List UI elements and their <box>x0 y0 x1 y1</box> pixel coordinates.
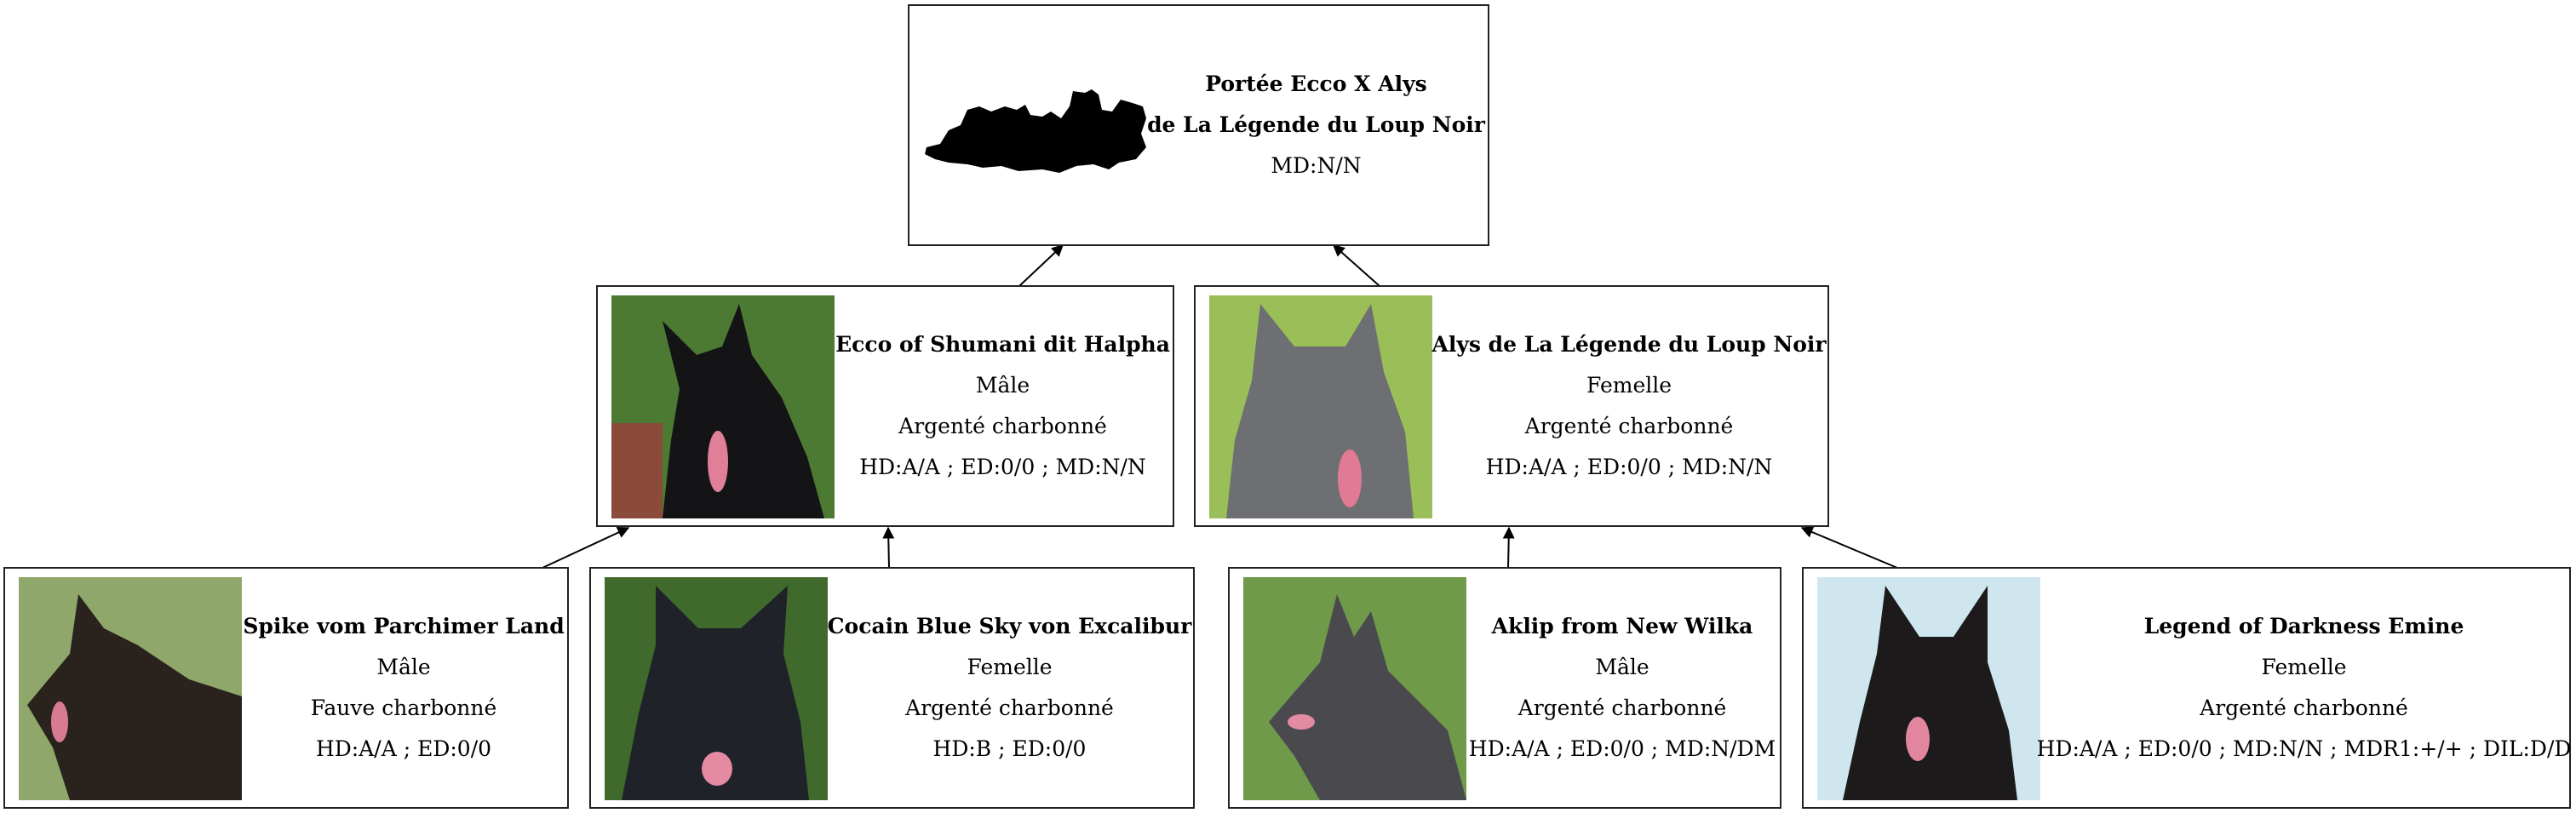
sire-dam-node <box>589 567 1195 809</box>
dam-dam-text <box>2036 569 2572 807</box>
edge-ecco-to-litter <box>1019 245 1063 286</box>
sire-name: Ecco of Shumani dit Halpha <box>835 332 1170 357</box>
dam-node <box>1194 285 1829 527</box>
sire-sire-photo-tongue <box>51 701 68 742</box>
litter-text <box>1148 6 1484 244</box>
edge-alys-to-litter <box>1334 245 1380 286</box>
litter-title: Portée Ecco X Alys <box>1205 72 1427 96</box>
sire-dam-photo-tongue <box>702 752 732 786</box>
edge-cocain-to-ecco <box>888 528 889 568</box>
sire-dam-color: Argenté charbonné <box>905 696 1114 720</box>
dam-sire-color: Argenté charbonné <box>1517 696 1727 720</box>
dam-sex: Femelle <box>1586 373 1672 398</box>
dam-photo-tongue <box>1338 449 1362 507</box>
dam-dam-photo-tongue <box>1906 717 1930 761</box>
sire-dam-sex: Femelle <box>967 655 1053 679</box>
dam-dam-node <box>1802 567 2571 809</box>
dam-photo <box>1209 295 1432 518</box>
sire-sire-node <box>3 567 569 809</box>
dam-text <box>1431 287 1827 525</box>
litter-info: MD:N/N <box>1271 153 1362 178</box>
dam-dam-color: Argenté charbonné <box>2200 696 2408 720</box>
sire-dam-health: HD:B ; ED:0/0 <box>932 736 1087 761</box>
sire-dam-name: Cocain Blue Sky von Excalibur <box>827 614 1192 638</box>
dam-health: HD:A/A ; ED:0/0 ; MD:N/N <box>1485 455 1773 479</box>
litter-subtitle: de La Légende du Loup Noir <box>1147 112 1485 137</box>
sire-health: HD:A/A ; ED:0/0 ; MD:N/N <box>859 455 1146 479</box>
sire-sire-photo <box>19 577 242 800</box>
edge-emine-to-alys <box>1802 528 1897 568</box>
dam-sire-sex: Mâle <box>1595 655 1649 679</box>
dam-sire-text <box>1468 569 1776 807</box>
litter-silhouette-icon <box>923 81 1153 175</box>
sire-sire-sex: Mâle <box>376 655 431 679</box>
litter-silhouette-image <box>923 81 1153 175</box>
dam-dam-name: Legend of Darkness Emine <box>2143 614 2464 638</box>
edge-aklip-to-alys <box>1508 528 1509 568</box>
sire-sire-color: Fauve charbonné <box>310 696 497 720</box>
dam-sire-photo-tongue <box>1288 714 1315 730</box>
sire-photo <box>611 295 835 518</box>
sire-photo-roof <box>611 423 663 518</box>
dam-sire-health: HD:A/A ; ED:0/0 ; MD:N/DM <box>1468 736 1776 761</box>
dam-name: Alys de La Légende du Loup Noir <box>1431 332 1827 357</box>
sire-dam-photo <box>605 577 828 800</box>
litter-node <box>908 4 1489 246</box>
sire-sire-health: HD:A/A ; ED:0/0 <box>315 736 492 761</box>
sire-node <box>596 285 1174 527</box>
dam-color: Argenté charbonné <box>1524 414 1734 438</box>
sire-text <box>836 287 1169 525</box>
sire-color: Argenté charbonné <box>898 414 1107 438</box>
sire-sire-text <box>244 569 564 807</box>
dam-dam-sex: Femelle <box>2261 655 2347 679</box>
sire-photo-tongue <box>708 431 728 492</box>
dam-sire-photo <box>1243 577 1466 800</box>
dam-dam-health: HD:A/A ; ED:0/0 ; MD:N/N ; MDR1:+/+ ; DIL:D/D <box>2036 736 2572 761</box>
sire-dam-text <box>829 569 1190 807</box>
dam-sire-name: Aklip from New Wilka <box>1491 614 1753 638</box>
dam-dam-photo <box>1817 577 2040 800</box>
sire-sire-name: Spike vom Parchimer Land <box>243 614 565 638</box>
sire-sex: Mâle <box>975 373 1030 398</box>
dam-sire-node <box>1228 567 1781 809</box>
edge-spike-to-ecco <box>542 528 628 568</box>
